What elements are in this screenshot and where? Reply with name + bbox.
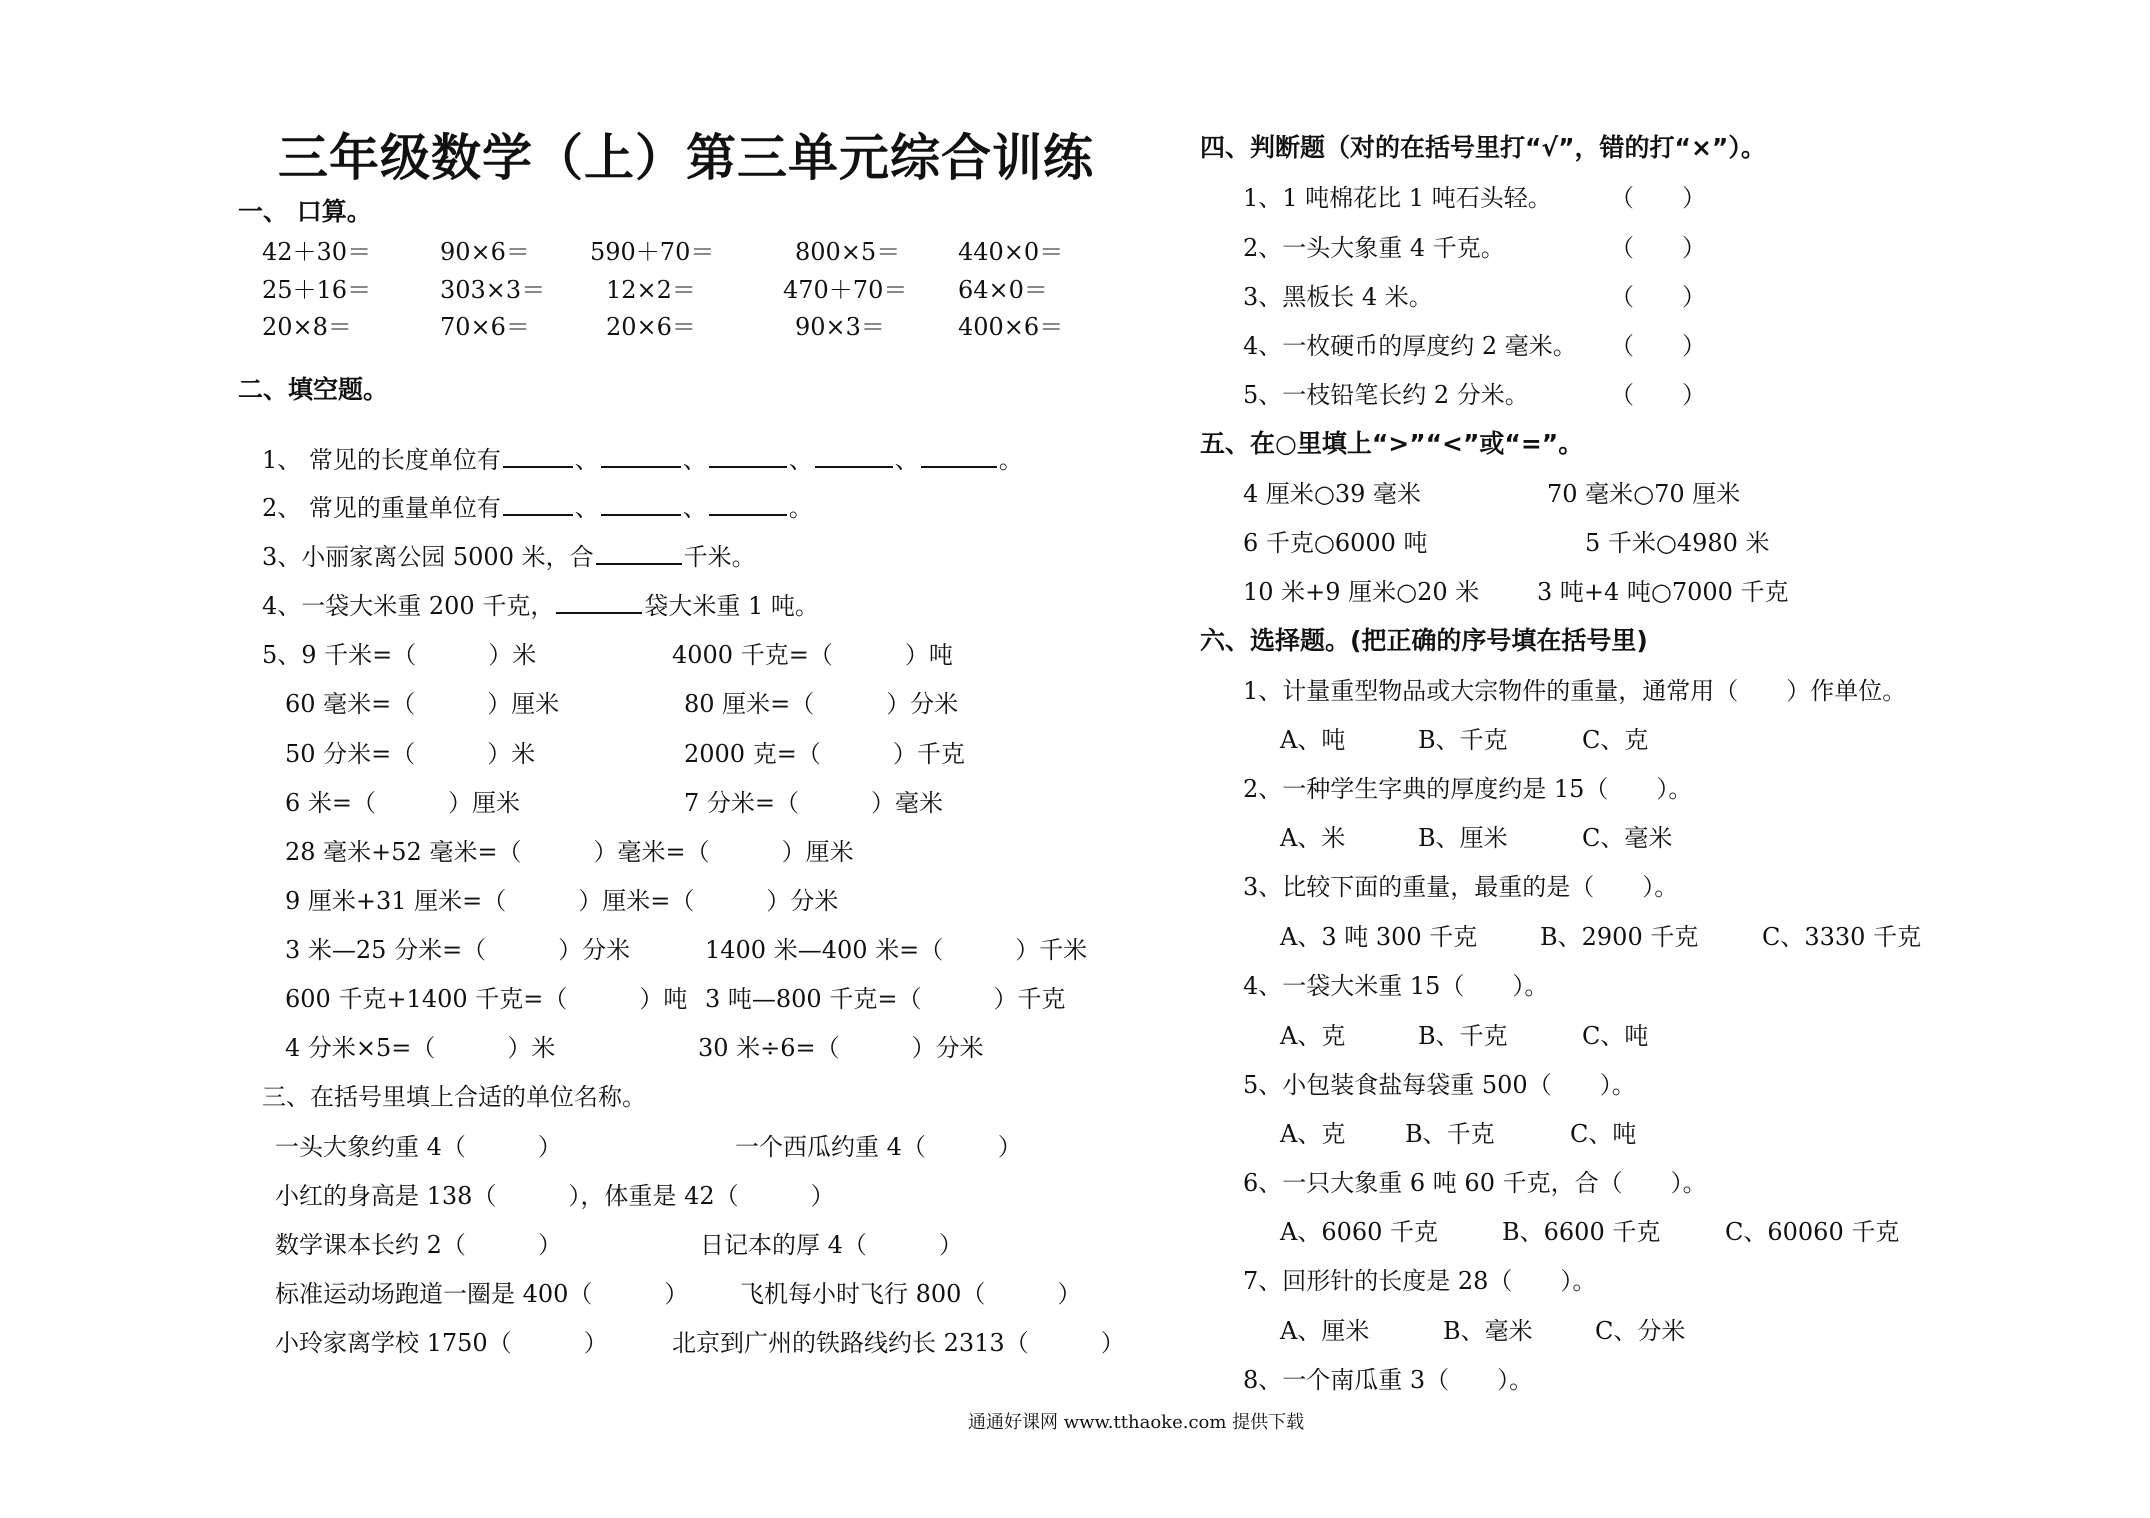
unit-item: 一头大象约重 4（ ） — [275, 1133, 562, 1161]
math-item: 90×3＝ — [795, 313, 885, 341]
choice-option: A、吨 — [1280, 726, 1346, 754]
conversion-item: 1400 米—400 米=（ ）千米 — [705, 936, 1088, 964]
math-item: 70×6＝ — [440, 313, 530, 341]
choice-question: 5、小包装食盐每袋重 500（ ）。 — [1243, 1071, 1636, 1099]
unit-item: 数学课本长约 2（ ） — [275, 1231, 562, 1259]
math-item: 20×8＝ — [262, 313, 352, 341]
choice-option: C、60060 千克 — [1725, 1218, 1900, 1246]
fill-question-3: 3、小丽家离公园 5000 米，合 千米。 — [262, 543, 756, 571]
choice-option: C、3330 千克 — [1762, 923, 1922, 951]
choice-option: B、毫米 — [1443, 1317, 1533, 1345]
math-item: 400×6＝ — [958, 313, 1064, 341]
conversion-item: 30 米÷6=（ ）分米 — [698, 1034, 984, 1062]
compare-item: 10 米+9 厘米○20 米 — [1243, 578, 1480, 606]
tf-question: 5、一枝铅笔长约 2 分米。 — [1243, 381, 1529, 409]
choice-option: C、毫米 — [1582, 824, 1673, 852]
conversion-item: 80 厘米=（ ）分米 — [684, 690, 959, 718]
choice-question: 7、回形针的长度是 28（ ）。 — [1243, 1267, 1597, 1295]
math-item: 470＋70＝ — [783, 276, 908, 304]
unit-item: 一个西瓜约重 4（ ） — [735, 1133, 1022, 1161]
tf-question: 1、1 吨棉花比 1 吨石头轻。 — [1243, 184, 1552, 212]
choice-question: 8、一个南瓜重 3（ ）。 — [1243, 1366, 1534, 1394]
conversion-item: 60 毫米=（ ）厘米 — [285, 690, 560, 718]
math-item: 440×0＝ — [958, 238, 1064, 266]
choice-option: B、厘米 — [1418, 824, 1508, 852]
math-item: 25＋16＝ — [262, 276, 372, 304]
compare-item: 70 毫米○70 厘米 — [1547, 480, 1741, 508]
choice-option: B、千克 — [1405, 1120, 1495, 1148]
conversion-item: 4 分米×5=（ ）米 — [285, 1034, 556, 1062]
conversion-item: 7 分米=（ ）毫米 — [684, 789, 944, 817]
math-item: 590＋70＝ — [590, 238, 715, 266]
conversion-item: 4000 千克=（ ）吨 — [672, 641, 953, 669]
tf-question: 3、黑板长 4 米。 — [1243, 283, 1433, 311]
choice-option: B、千克 — [1418, 1022, 1508, 1050]
unit-item: 北京到广州的铁路线约长 2313（ ） — [672, 1329, 1125, 1357]
choice-option: B、千克 — [1418, 726, 1508, 754]
page-footer: 通通好课网 www.tthaoke.com 提供下载 — [968, 1412, 1305, 1433]
choice-question: 3、比较下面的重量，最重的是（ ）。 — [1243, 873, 1679, 901]
choice-option: A、米 — [1280, 824, 1346, 852]
choice-option: C、吨 — [1570, 1120, 1637, 1148]
choice-option: B、2900 千克 — [1540, 923, 1699, 951]
unit-item: 飞机每小时飞行 800（ ） — [740, 1280, 1082, 1308]
tf-question: 2、一头大象重 4 千克。 — [1243, 234, 1505, 262]
math-item: 800×5＝ — [795, 238, 901, 266]
conversion-item: 3 米—25 分米=（ ）分米 — [285, 936, 631, 964]
choice-question: 1、计量重型物品或大宗物件的重量，通常用（ ）作单位。 — [1243, 677, 1907, 705]
fill-question-4: 4、一袋大米重 200 千克， 袋大米重 1 吨。 — [262, 592, 819, 620]
fill-question-1: 1、 常见的长度单位有 、 、 、 、 。 — [262, 446, 1023, 474]
choice-option: A、克 — [1280, 1120, 1346, 1148]
choice-option: C、吨 — [1582, 1022, 1649, 1050]
tf-answer-bracket: （ ） — [1610, 283, 1706, 311]
choice-option: B、6600 千克 — [1502, 1218, 1661, 1246]
fill-question-2: 2、 常见的重量单位有 、 、 。 — [262, 494, 813, 522]
section-2-heading: 二、填空题。 — [238, 375, 389, 404]
choice-option: C、分米 — [1595, 1317, 1686, 1345]
choice-option: A、6060 千克 — [1280, 1218, 1439, 1246]
conversion-item: 600 千克+1400 千克=（ ）吨 — [285, 985, 688, 1013]
section-3-heading: 三、在括号里填上合适的单位名称。 — [262, 1083, 646, 1111]
section-4-heading: 四、判断题（对的在括号里打“√”，错的打“×”）。 — [1200, 133, 1766, 162]
choice-question: 4、一袋大米重 15（ ）。 — [1243, 972, 1549, 1000]
choice-option: A、厘米 — [1280, 1317, 1370, 1345]
tf-answer-bracket: （ ） — [1610, 234, 1706, 262]
section-6-heading: 六、选择题。(把正确的序号填在括号里) — [1200, 626, 1648, 655]
math-item: 12×2＝ — [606, 276, 696, 304]
tf-answer-bracket: （ ） — [1610, 381, 1706, 409]
compare-item: 6 千克○6000 吨 — [1243, 529, 1428, 557]
choice-question: 6、一只大象重 6 吨 60 千克，合（ ）。 — [1243, 1169, 1707, 1197]
section-5-heading: 五、在○里填上“>”“<”或“=”。 — [1200, 429, 1584, 458]
choice-option: A、3 吨 300 千克 — [1280, 923, 1478, 951]
conversion-item: 50 分米=（ ）米 — [285, 740, 536, 768]
conversion-item: 5、9 千米=（ ）米 — [262, 641, 537, 669]
tf-question: 4、一枚硬币的厚度约 2 毫米。 — [1243, 332, 1577, 360]
conversion-item: 28 毫米+52 毫米=（ ）毫米=（ ）厘米 — [285, 838, 854, 866]
choice-option: A、克 — [1280, 1022, 1346, 1050]
tf-answer-bracket: （ ） — [1610, 332, 1706, 360]
math-item: 20×6＝ — [606, 313, 696, 341]
math-item: 303×3＝ — [440, 276, 546, 304]
math-item: 42＋30＝ — [262, 238, 372, 266]
choice-question: 2、一种学生字典的厚度约是 15（ ）。 — [1243, 775, 1693, 803]
compare-item: 3 吨+4 吨○7000 千克 — [1537, 578, 1789, 606]
compare-item: 4 厘米○39 毫米 — [1243, 480, 1422, 508]
conversion-item: 3 吨—800 千克=（ ）千克 — [705, 985, 1066, 1013]
unit-item: 小红的身高是 138（ ），体重是 42（ ） — [275, 1182, 835, 1210]
math-item: 64×0＝ — [958, 276, 1048, 304]
tf-answer-bracket: （ ） — [1610, 184, 1706, 212]
page-title: 三年级数学（上）第三单元综合训练 — [278, 129, 1094, 187]
unit-item: 小玲家离学校 1750（ ） — [275, 1329, 608, 1357]
conversion-item: 9 厘米+31 厘米=（ ）厘米=（ ）分米 — [285, 887, 839, 915]
section-1-heading: 一、 口算。 — [238, 197, 372, 226]
compare-item: 5 千米○4980 米 — [1585, 529, 1770, 557]
unit-item: 日记本的厚 4（ ） — [700, 1231, 963, 1259]
math-item: 90×6＝ — [440, 238, 530, 266]
choice-option: C、克 — [1582, 726, 1649, 754]
conversion-item: 2000 克=（ ）千克 — [684, 740, 965, 768]
unit-item: 标准运动场跑道一圈是 400（ ） — [275, 1280, 689, 1308]
conversion-item: 6 米=（ ）厘米 — [285, 789, 521, 817]
